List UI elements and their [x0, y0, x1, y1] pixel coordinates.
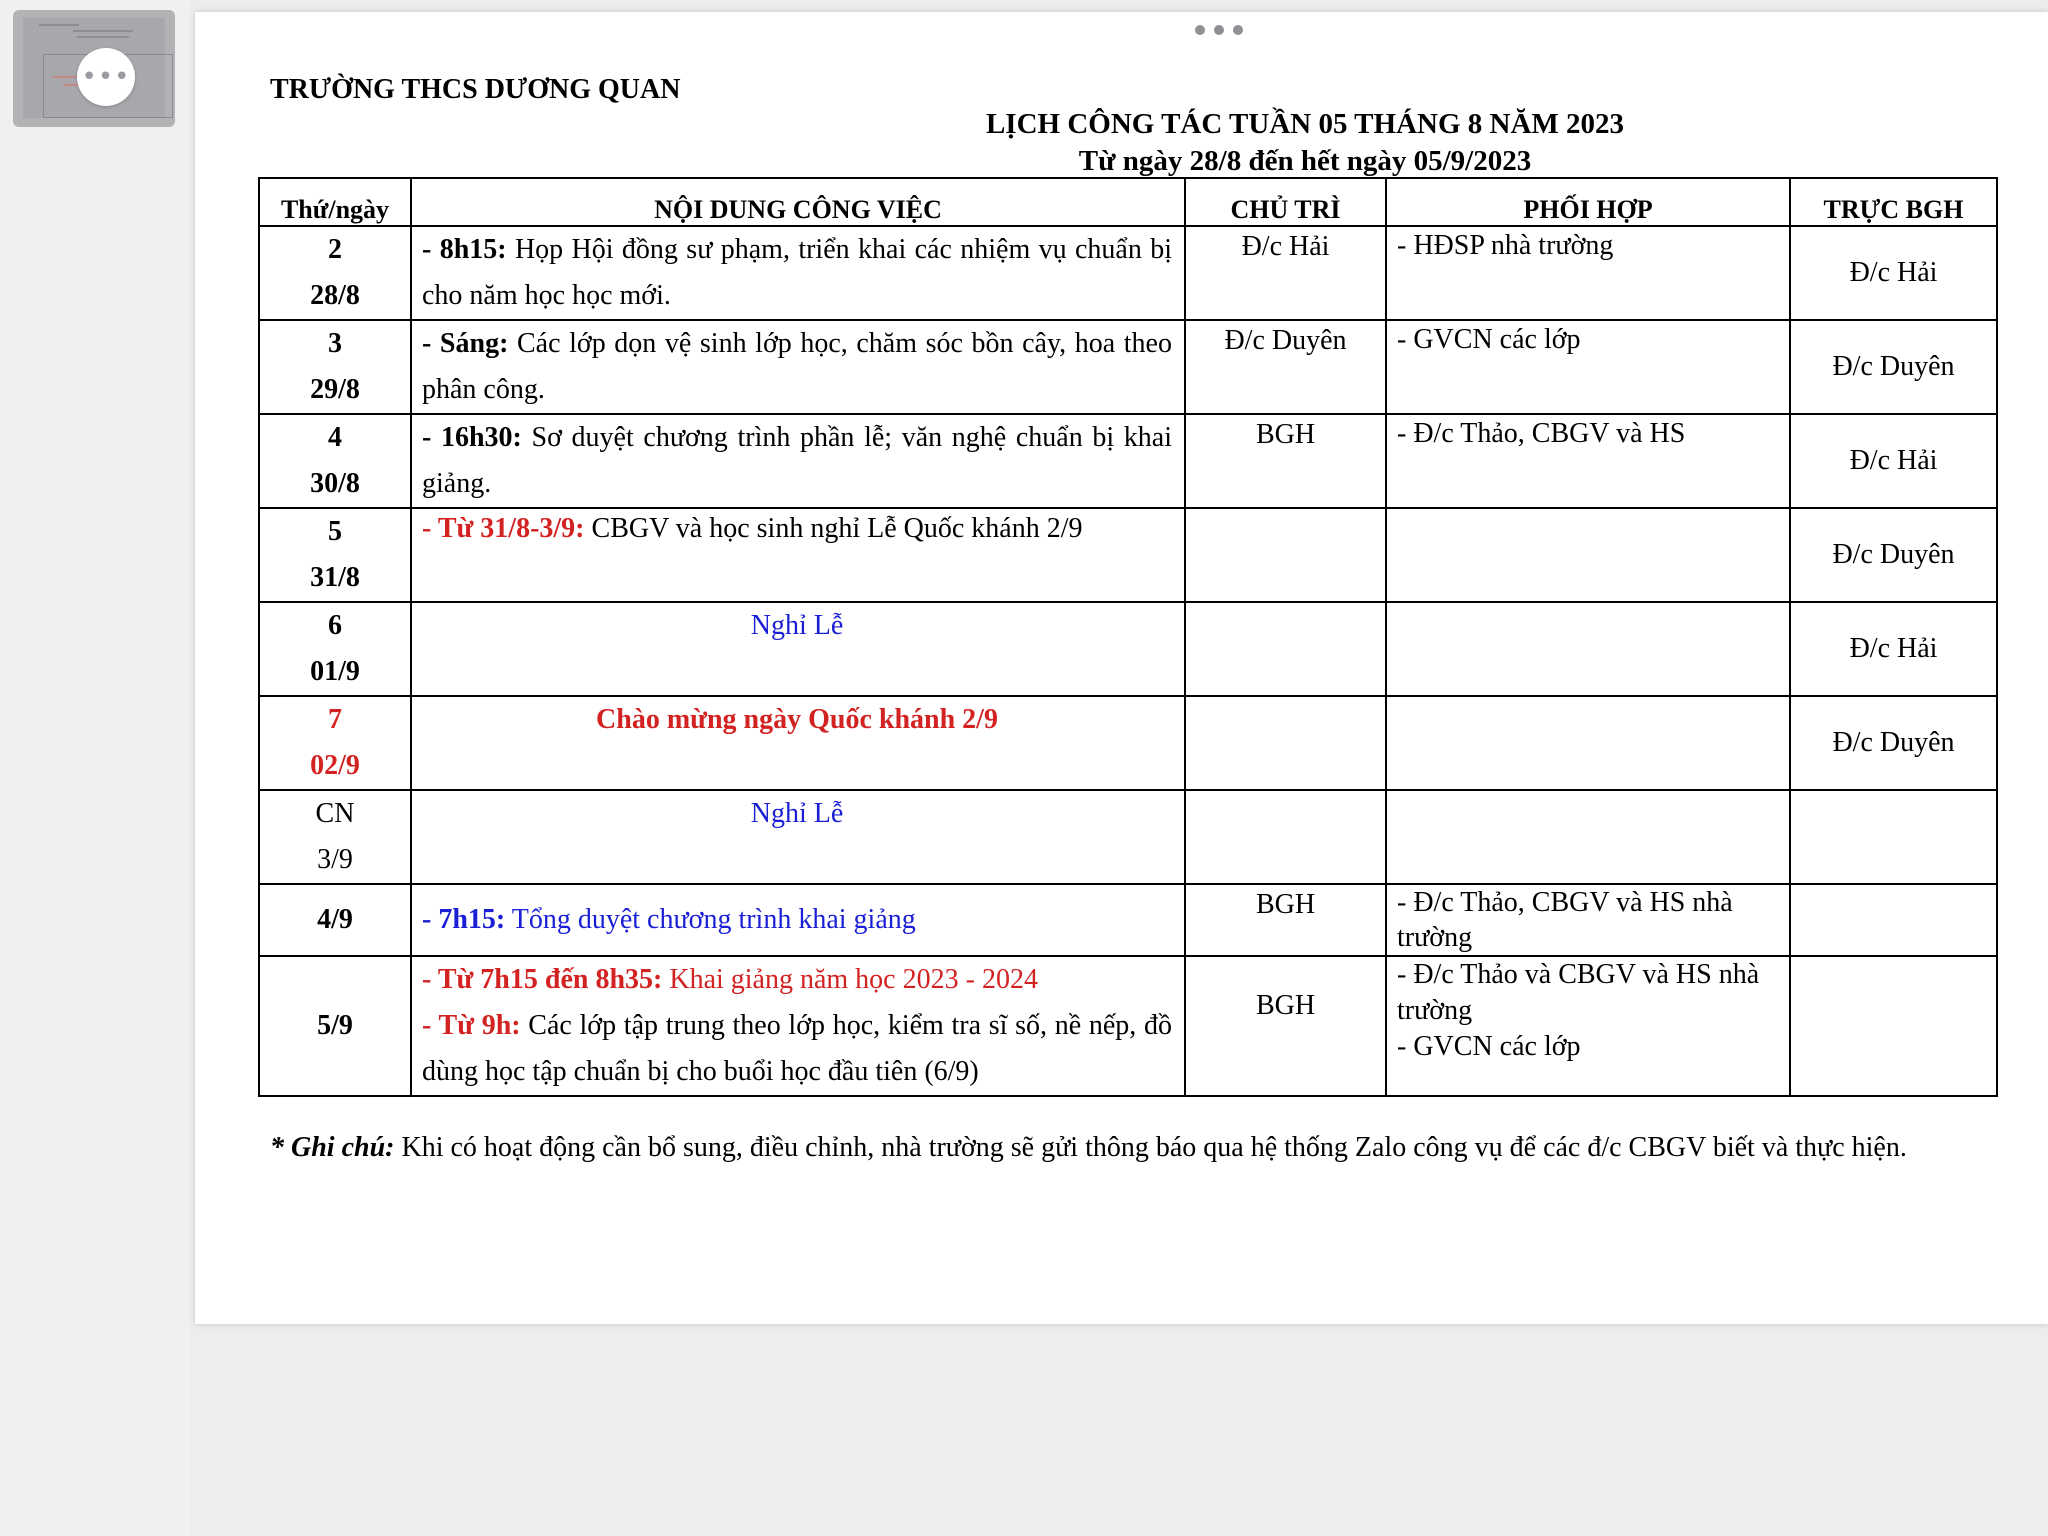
day-cell: 3 29/8 — [259, 320, 411, 414]
duty-cell: Đ/c Duyên — [1790, 508, 1997, 602]
coord-cell — [1386, 508, 1790, 602]
day-cell: 7 02/9 — [259, 696, 411, 790]
footnote: * Ghi chú: Khi có hoạt động cần bổ sung, điều chỉnh, nhà trường sẽ gửi thông báo qua hệ thống Zalo công vụ để các đ/c CBGV biết và thực hiện. — [270, 1132, 1907, 1163]
content-cell: Nghỉ Lễ — [411, 790, 1185, 884]
content-cell: - Từ 7h15 đến 8h35: Khai giảng năm học 2023 - 2024 - Từ 9h: Các lớp tập trung theo lớp học, kiểm tra sĩ số, nề nếp, đồ dùng học tập chuẩn bị cho buổi học đầu tiên (6/9) — [411, 956, 1185, 1096]
duty-cell: Đ/c Duyên — [1790, 696, 1997, 790]
table-row — [259, 602, 1997, 696]
more-options-icon[interactable]: ••• — [77, 48, 135, 106]
content-cell: - 8h15: Họp Hội đồng sư phạm, triển khai các nhiệm vụ chuẩn bị cho năm học học mới. — [411, 226, 1185, 320]
day-cell: 4 30/8 — [259, 414, 411, 508]
table-row — [259, 320, 1997, 414]
day-cell: 5 31/8 — [259, 508, 411, 602]
content-cell: - 7h15: Tổng duyệt chương trình khai giảng — [411, 884, 1185, 956]
content-cell: Nghỉ Lễ — [411, 602, 1185, 696]
host-cell: BGH — [1185, 884, 1386, 956]
drag-handle-icon[interactable] — [1195, 22, 1243, 38]
table-row — [259, 414, 1997, 508]
host-cell: BGH — [1185, 414, 1386, 508]
coord-cell: - HĐSP nhà trường — [1386, 226, 1790, 320]
header-day: Thứ/ngày — [259, 178, 411, 226]
day-cell: CN 3/9 — [259, 790, 411, 884]
duty-cell — [1790, 790, 1997, 884]
table-header-row — [259, 178, 1997, 226]
coord-cell — [1386, 790, 1790, 884]
table-row — [259, 790, 1997, 884]
content-cell: - Sáng: Các lớp dọn vệ sinh lớp học, chăm sóc bồn cây, hoa theo phân công. — [411, 320, 1185, 414]
duty-cell: Đ/c Hải — [1790, 414, 1997, 508]
thumbnail-sidebar — [0, 0, 190, 1536]
coord-cell — [1386, 602, 1790, 696]
header-duty: TRỰC BGH — [1790, 178, 1997, 226]
coord-cell — [1386, 696, 1790, 790]
page-thumbnail[interactable] — [13, 10, 175, 127]
table-row — [259, 226, 1997, 320]
duty-cell: Đ/c Hải — [1790, 226, 1997, 320]
host-cell — [1185, 696, 1386, 790]
coord-cell: - GVCN các lớp — [1386, 320, 1790, 414]
duty-cell: Đ/c Hải — [1790, 602, 1997, 696]
day-cell: 2 28/8 — [259, 226, 411, 320]
header-content: NỘI DUNG CÔNG VIỆC — [411, 178, 1185, 226]
content-cell: Chào mừng ngày Quốc khánh 2/9 — [411, 696, 1185, 790]
content-cell: - Từ 31/8-3/9: CBGV và học sinh nghỉ Lễ Quốc khánh 2/9 — [411, 508, 1185, 602]
school-name: TRƯỜNG THCS DƯƠNG QUAN — [270, 74, 681, 105]
header-coord: PHỐI HỢP — [1386, 178, 1790, 226]
duty-cell: Đ/c Duyên — [1790, 320, 1997, 414]
table-row — [259, 884, 1997, 956]
table-row — [259, 956, 1997, 1096]
table-row — [259, 696, 1997, 790]
coord-cell: - Đ/c Thảo và CBGV và HS nhà trường - GVCN các lớp — [1386, 956, 1790, 1096]
header-host: CHỦ TRÌ — [1185, 178, 1386, 226]
day-cell: 4/9 — [259, 884, 411, 956]
content-cell: - 16h30: Sơ duyệt chương trình phần lễ; văn nghệ chuẩn bị khai giảng. — [411, 414, 1185, 508]
coord-cell: - Đ/c Thảo, CBGV và HS nhà trường — [1386, 884, 1790, 956]
document-page — [195, 12, 2048, 1324]
document-subtitle: Từ ngày 28/8 đến hết ngày 05/9/2023 — [1078, 145, 1532, 177]
host-cell: Đ/c Duyên — [1185, 320, 1386, 414]
coord-cell: - Đ/c Thảo, CBGV và HS — [1386, 414, 1790, 508]
table-row — [259, 508, 1997, 602]
duty-cell — [1790, 956, 1997, 1096]
duty-cell — [1790, 884, 1997, 956]
document-title: LỊCH CÔNG TÁC TUẦN 05 THÁNG 8 NĂM 2023 — [985, 108, 1625, 140]
schedule-table — [258, 177, 1998, 1097]
host-cell — [1185, 508, 1386, 602]
host-cell: BGH — [1185, 956, 1386, 1096]
host-cell: Đ/c Hải — [1185, 226, 1386, 320]
host-cell — [1185, 602, 1386, 696]
host-cell — [1185, 790, 1386, 884]
day-cell: 6 01/9 — [259, 602, 411, 696]
day-cell: 5/9 — [259, 956, 411, 1096]
